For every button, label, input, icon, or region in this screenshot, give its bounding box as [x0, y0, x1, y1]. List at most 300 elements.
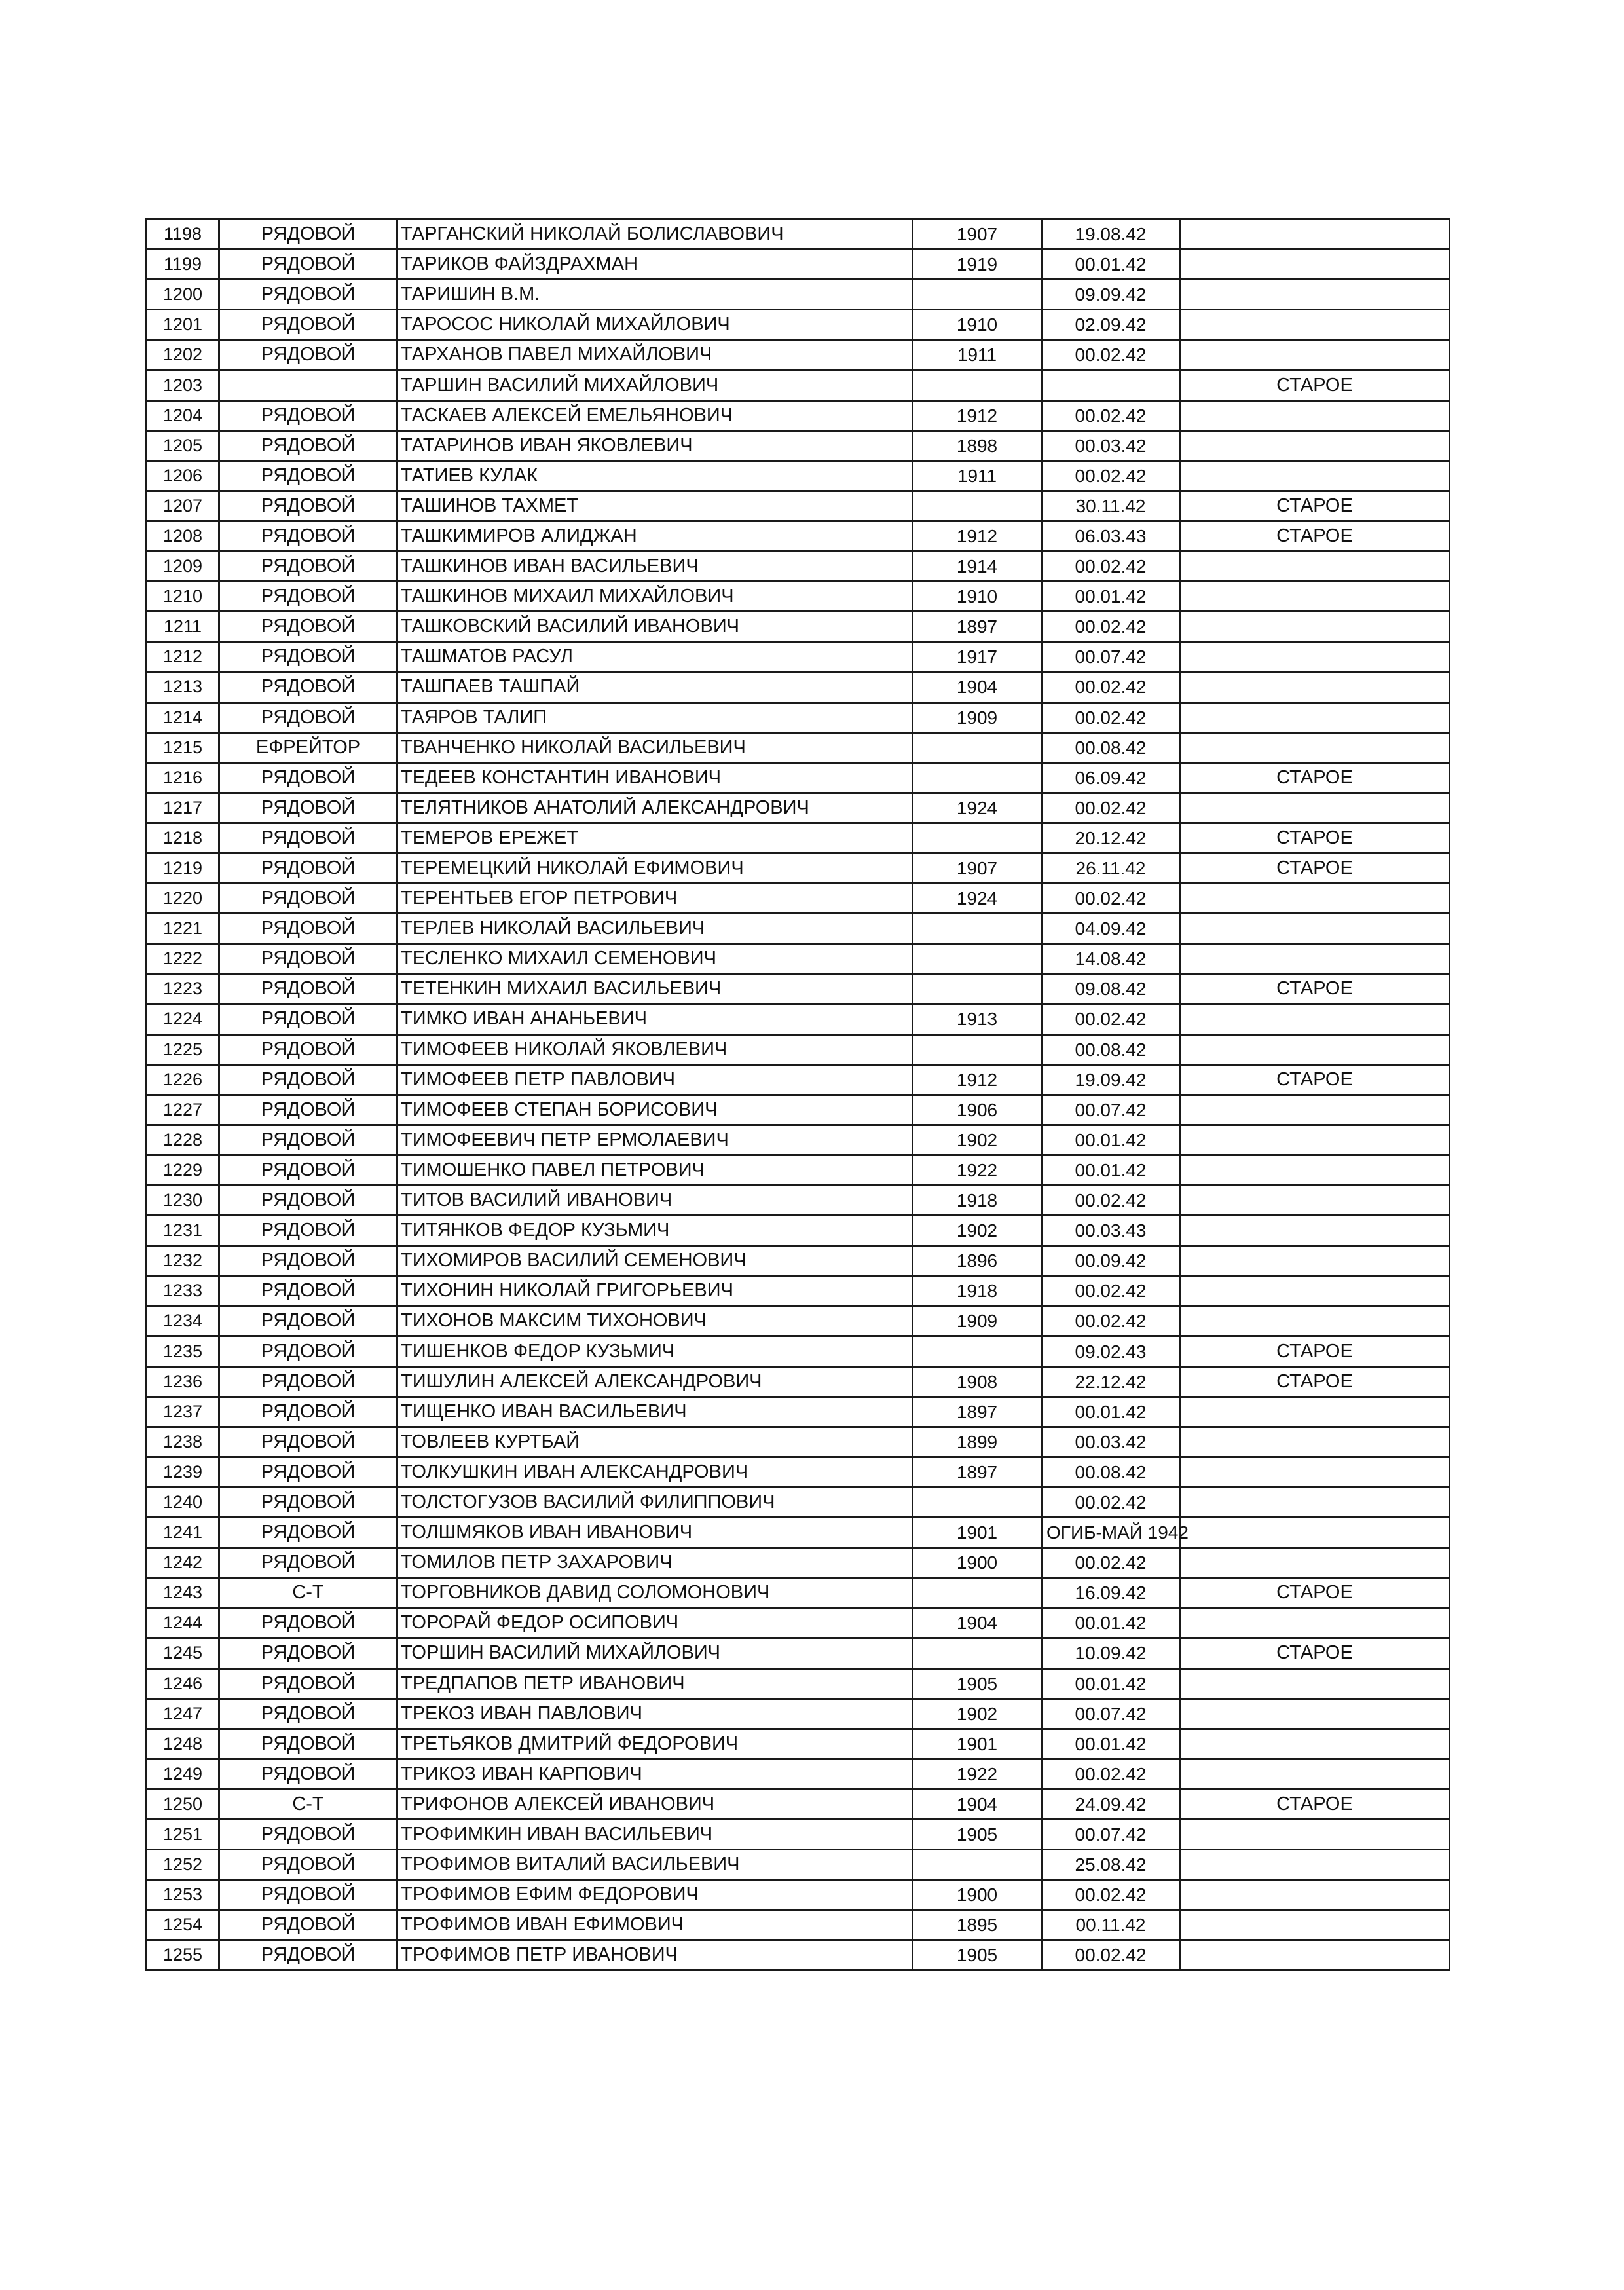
full-name-cell: ТРОФИМКИН ИВАН ВАСИЛЬЕВИЧ	[397, 1819, 913, 1849]
date-cell: 24.09.42	[1042, 1789, 1180, 1819]
full-name-cell: ТАШКИМИРОВ АЛИДЖАН	[397, 521, 913, 551]
rank-cell: РЯДОВОЙ	[219, 521, 397, 551]
record-number-cell: 1225	[147, 1034, 219, 1064]
table-row	[147, 1216, 1450, 1246]
full-name-cell: ТАШКИНОВ МИХАИЛ МИХАЙЛОВИЧ	[397, 582, 913, 612]
rank-cell: РЯДОВОЙ	[219, 582, 397, 612]
rank-cell: РЯДОВОЙ	[219, 1608, 397, 1638]
date-cell: 00.07.42	[1042, 1095, 1180, 1125]
record-number-cell: 1241	[147, 1518, 219, 1548]
birth-year-cell	[913, 1336, 1042, 1366]
rank-cell: С-Т	[219, 1578, 397, 1608]
birth-year-cell: 1914	[913, 552, 1042, 582]
birth-year-cell: 1897	[913, 1457, 1042, 1487]
record-number-cell: 1204	[147, 400, 219, 430]
note-cell: СТАРОЕ	[1180, 1578, 1450, 1608]
date-cell: 00.02.42	[1042, 1880, 1180, 1910]
note-cell	[1180, 430, 1450, 460]
full-name-cell: ТАРГАНСКИЙ НИКОЛАЙ БОЛИСЛАВОВИЧ	[397, 219, 913, 250]
birth-year-cell: 1909	[913, 702, 1042, 732]
rank-cell: РЯДОВОЙ	[219, 250, 397, 280]
record-number-cell: 1220	[147, 884, 219, 914]
note-cell	[1180, 1155, 1450, 1185]
birth-year-cell	[913, 1578, 1042, 1608]
note-cell	[1180, 914, 1450, 944]
full-name-cell: ТРОФИМОВ ЕФИМ ФЕДОРОВИЧ	[397, 1880, 913, 1910]
full-name-cell: ТРОФИМОВ ВИТАЛИЙ ВАСИЛЬЕВИЧ	[397, 1850, 913, 1880]
birth-year-cell: 1922	[913, 1155, 1042, 1185]
rank-cell: РЯДОВОЙ	[219, 1186, 397, 1216]
rank-cell: РЯДОВОЙ	[219, 1548, 397, 1578]
birth-year-cell: 1912	[913, 400, 1042, 430]
note-cell	[1180, 1850, 1450, 1880]
birth-year-cell	[913, 1034, 1042, 1064]
record-number-cell: 1219	[147, 853, 219, 883]
birth-year-cell: 1911	[913, 460, 1042, 491]
table-row	[147, 853, 1450, 883]
birth-year-cell: 1907	[913, 219, 1042, 250]
birth-year-cell: 1907	[913, 853, 1042, 883]
table-row	[147, 1276, 1450, 1306]
birth-year-cell	[913, 1850, 1042, 1880]
note-cell	[1180, 280, 1450, 310]
casualty-list-table	[145, 218, 1450, 1971]
table-row	[147, 1397, 1450, 1427]
note-cell	[1180, 552, 1450, 582]
note-cell	[1180, 1004, 1450, 1034]
rank-cell: РЯДОВОЙ	[219, 1699, 397, 1729]
date-cell: 00.01.42	[1042, 1155, 1180, 1185]
full-name-cell: ТОРШИН ВАСИЛИЙ МИХАЙЛОВИЧ	[397, 1638, 913, 1668]
table-row	[147, 1125, 1450, 1155]
table-row	[147, 1578, 1450, 1608]
record-number-cell: 1203	[147, 370, 219, 400]
rank-cell: РЯДОВОЙ	[219, 1487, 397, 1517]
full-name-cell: ТАТАРИНОВ ИВАН ЯКОВЛЕВИЧ	[397, 430, 913, 460]
birth-year-cell	[913, 280, 1042, 310]
table-row	[147, 1668, 1450, 1699]
table-row	[147, 250, 1450, 280]
date-cell: 20.12.42	[1042, 823, 1180, 853]
full-name-cell: ТИМОФЕЕВ ПЕТР ПАВЛОВИЧ	[397, 1064, 913, 1095]
rank-cell: РЯДОВОЙ	[219, 1155, 397, 1185]
rank-cell: РЯДОВОЙ	[219, 1638, 397, 1668]
rank-cell: РЯДОВОЙ	[219, 1004, 397, 1034]
date-cell: 04.09.42	[1042, 914, 1180, 944]
table-row	[147, 1729, 1450, 1759]
date-cell: 00.08.42	[1042, 1034, 1180, 1064]
note-cell	[1180, 793, 1450, 823]
note-cell	[1180, 1306, 1450, 1336]
record-number-cell: 1214	[147, 702, 219, 732]
rank-cell: РЯДОВОЙ	[219, 884, 397, 914]
note-cell	[1180, 1518, 1450, 1548]
rank-cell: РЯДОВОЙ	[219, 974, 397, 1004]
table-row	[147, 491, 1450, 521]
birth-year-cell	[913, 491, 1042, 521]
table-row	[147, 762, 1450, 793]
table-row	[147, 1910, 1450, 1940]
record-number-cell: 1199	[147, 250, 219, 280]
record-number-cell: 1253	[147, 1880, 219, 1910]
full-name-cell: ТРОФИМОВ ПЕТР ИВАНОВИЧ	[397, 1940, 913, 1970]
birth-year-cell: 1901	[913, 1518, 1042, 1548]
birth-year-cell	[913, 1487, 1042, 1517]
record-number-cell: 1245	[147, 1638, 219, 1668]
rank-cell: РЯДОВОЙ	[219, 1819, 397, 1849]
note-cell	[1180, 1427, 1450, 1457]
full-name-cell: ТЕРЕНТЬЕВ ЕГОР ПЕТРОВИЧ	[397, 884, 913, 914]
full-name-cell: ТИШЕНКОВ ФЕДОР КУЗЬМИЧ	[397, 1336, 913, 1366]
table-row	[147, 1638, 1450, 1668]
full-name-cell: ТЕДЕЕВ КОНСТАНТИН ИВАНОВИЧ	[397, 762, 913, 793]
full-name-cell: ТРИФОНОВ АЛЕКСЕЙ ИВАНОВИЧ	[397, 1789, 913, 1819]
full-name-cell: ТОМИЛОВ ПЕТР ЗАХАРОВИЧ	[397, 1548, 913, 1578]
record-number-cell: 1215	[147, 732, 219, 762]
table-row	[147, 974, 1450, 1004]
record-number-cell: 1198	[147, 219, 219, 250]
rank-cell: РЯДОВОЙ	[219, 1125, 397, 1155]
record-number-cell: 1207	[147, 491, 219, 521]
birth-year-cell: 1898	[913, 430, 1042, 460]
birth-year-cell: 1904	[913, 1608, 1042, 1638]
rank-cell: РЯДОВОЙ	[219, 552, 397, 582]
rank-cell: ЕФРЕЙТОР	[219, 732, 397, 762]
full-name-cell: ТЕРЕМЕЦКИЙ НИКОЛАЙ ЕФИМОВИЧ	[397, 853, 913, 883]
table-row	[147, 1306, 1450, 1336]
record-number-cell: 1230	[147, 1186, 219, 1216]
record-number-cell: 1243	[147, 1578, 219, 1608]
date-cell: 00.03.42	[1042, 430, 1180, 460]
birth-year-cell: 1905	[913, 1668, 1042, 1699]
birth-year-cell	[913, 914, 1042, 944]
rank-cell: РЯДОВОЙ	[219, 1216, 397, 1246]
table-row	[147, 460, 1450, 491]
birth-year-cell: 1904	[913, 672, 1042, 702]
rank-cell: РЯДОВОЙ	[219, 1880, 397, 1910]
table-row	[147, 1366, 1450, 1397]
note-cell: СТАРОЕ	[1180, 1638, 1450, 1668]
table-row	[147, 1457, 1450, 1487]
record-number-cell: 1222	[147, 944, 219, 974]
date-cell: 00.03.43	[1042, 1216, 1180, 1246]
table-row	[147, 1819, 1450, 1849]
note-cell	[1180, 1186, 1450, 1216]
date-cell: 00.03.42	[1042, 1427, 1180, 1457]
full-name-cell: ТАШМАТОВ РАСУЛ	[397, 642, 913, 672]
rank-cell: РЯДОВОЙ	[219, 944, 397, 974]
date-cell: 26.11.42	[1042, 853, 1180, 883]
full-name-cell: ТОЛШМЯКОВ ИВАН ИВАНОВИЧ	[397, 1518, 913, 1548]
record-number-cell: 1211	[147, 612, 219, 642]
full-name-cell: ТРОФИМОВ ИВАН ЕФИМОВИЧ	[397, 1910, 913, 1940]
date-cell: 00.01.42	[1042, 1729, 1180, 1759]
full-name-cell: ТИТЯНКОВ ФЕДОР КУЗЬМИЧ	[397, 1216, 913, 1246]
rank-cell: РЯДОВОЙ	[219, 702, 397, 732]
rank-cell: РЯДОВОЙ	[219, 1940, 397, 1970]
full-name-cell: ТАРШИН ВАСИЛИЙ МИХАЙЛОВИЧ	[397, 370, 913, 400]
full-name-cell: ТИМОФЕЕВ НИКОЛАЙ ЯКОВЛЕВИЧ	[397, 1034, 913, 1064]
rank-cell: РЯДОВОЙ	[219, 672, 397, 702]
rank-cell: РЯДОВОЙ	[219, 823, 397, 853]
record-number-cell: 1254	[147, 1910, 219, 1940]
table-row	[147, 823, 1450, 853]
note-cell	[1180, 944, 1450, 974]
note-cell	[1180, 340, 1450, 370]
rank-cell: РЯДОВОЙ	[219, 853, 397, 883]
date-cell: 14.08.42	[1042, 944, 1180, 974]
birth-year-cell: 1919	[913, 250, 1042, 280]
full-name-cell: ТАРИКОВ ФАЙЗДРАХМАН	[397, 250, 913, 280]
rank-cell: РЯДОВОЙ	[219, 1427, 397, 1457]
table-row	[147, 1427, 1450, 1457]
table-row	[147, 1789, 1450, 1819]
full-name-cell: ТАТИЕВ КУЛАК	[397, 460, 913, 491]
table-row	[147, 280, 1450, 310]
table-row	[147, 1487, 1450, 1517]
record-number-cell: 1251	[147, 1819, 219, 1849]
table-row	[147, 400, 1450, 430]
rank-cell: РЯДОВОЙ	[219, 1306, 397, 1336]
date-cell: 19.09.42	[1042, 1064, 1180, 1095]
date-cell: 00.02.42	[1042, 1186, 1180, 1216]
note-cell: СТАРОЕ	[1180, 823, 1450, 853]
date-cell: 09.09.42	[1042, 280, 1180, 310]
full-name-cell: ТОЛСТОГУЗОВ ВАСИЛИЙ ФИЛИППОВИЧ	[397, 1487, 913, 1517]
date-cell: 00.02.42	[1042, 552, 1180, 582]
full-name-cell: ТАРОСОС НИКОЛАЙ МИХАЙЛОВИЧ	[397, 310, 913, 340]
date-cell: 00.01.42	[1042, 250, 1180, 280]
table-row	[147, 1880, 1450, 1910]
birth-year-cell: 1897	[913, 1397, 1042, 1427]
date-cell: 10.09.42	[1042, 1638, 1180, 1668]
note-cell	[1180, 310, 1450, 340]
rank-cell: РЯДОВОЙ	[219, 1850, 397, 1880]
note-cell	[1180, 1880, 1450, 1910]
date-cell: 00.02.42	[1042, 1940, 1180, 1970]
birth-year-cell: 1895	[913, 1910, 1042, 1940]
full-name-cell: ТОЛКУШКИН ИВАН АЛЕКСАНДРОВИЧ	[397, 1457, 913, 1487]
rank-cell: РЯДОВОЙ	[219, 1276, 397, 1306]
date-cell: 00.02.42	[1042, 793, 1180, 823]
full-name-cell: ТИМКО ИВАН АНАНЬЕВИЧ	[397, 1004, 913, 1034]
date-cell: 00.11.42	[1042, 1910, 1180, 1940]
record-number-cell: 1210	[147, 582, 219, 612]
rank-cell: РЯДОВОЙ	[219, 1518, 397, 1548]
table-row	[147, 1004, 1450, 1034]
rank-cell: РЯДОВОЙ	[219, 1064, 397, 1095]
table-row	[147, 1095, 1450, 1125]
note-cell	[1180, 1095, 1450, 1125]
record-number-cell: 1213	[147, 672, 219, 702]
table-row	[147, 672, 1450, 702]
birth-year-cell: 1911	[913, 340, 1042, 370]
birth-year-cell: 1922	[913, 1759, 1042, 1789]
record-number-cell: 1252	[147, 1850, 219, 1880]
rank-cell: РЯДОВОЙ	[219, 1336, 397, 1366]
record-number-cell: 1218	[147, 823, 219, 853]
full-name-cell: ТЕТЕНКИН МИХАИЛ ВАСИЛЬЕВИЧ	[397, 974, 913, 1004]
date-cell: 09.08.42	[1042, 974, 1180, 1004]
date-cell: ОГИБ-МАЙ 1942	[1042, 1518, 1180, 1548]
full-name-cell: ТЕРЛЕВ НИКОЛАЙ ВАСИЛЬЕВИЧ	[397, 914, 913, 944]
rank-cell: РЯДОВОЙ	[219, 1759, 397, 1789]
note-cell: СТАРОЕ	[1180, 1064, 1450, 1095]
full-name-cell: ТАЯРОВ ТАЛИП	[397, 702, 913, 732]
date-cell: 22.12.42	[1042, 1366, 1180, 1397]
full-name-cell: ТИТОВ ВАСИЛИЙ ИВАНОВИЧ	[397, 1186, 913, 1216]
birth-year-cell	[913, 823, 1042, 853]
rank-cell: РЯДОВОЙ	[219, 1910, 397, 1940]
birth-year-cell: 1909	[913, 1306, 1042, 1336]
record-number-cell: 1228	[147, 1125, 219, 1155]
date-cell: 00.02.42	[1042, 400, 1180, 430]
note-cell	[1180, 702, 1450, 732]
note-cell	[1180, 219, 1450, 250]
table-row	[147, 1548, 1450, 1578]
table-row	[147, 884, 1450, 914]
full-name-cell: ТОРГОВНИКОВ ДАВИД СОЛОМОНОВИЧ	[397, 1578, 913, 1608]
full-name-cell: ТВАНЧЕНКО НИКОЛАЙ ВАСИЛЬЕВИЧ	[397, 732, 913, 762]
record-number-cell: 1249	[147, 1759, 219, 1789]
full-name-cell: ТИХОНОВ МАКСИМ ТИХОНОВИЧ	[397, 1306, 913, 1336]
full-name-cell: ТЕМЕРОВ ЕРЕЖЕТ	[397, 823, 913, 853]
date-cell: 00.02.42	[1042, 884, 1180, 914]
date-cell: 00.02.42	[1042, 1759, 1180, 1789]
rank-cell: РЯДОВОЙ	[219, 400, 397, 430]
record-number-cell: 1237	[147, 1397, 219, 1427]
birth-year-cell	[913, 370, 1042, 400]
birth-year-cell: 1900	[913, 1548, 1042, 1578]
birth-year-cell: 1912	[913, 1064, 1042, 1095]
rank-cell: РЯДОВОЙ	[219, 642, 397, 672]
full-name-cell: ТИХОНИН НИКОЛАЙ ГРИГОРЬЕВИЧ	[397, 1276, 913, 1306]
table-row	[147, 1064, 1450, 1095]
date-cell: 00.07.42	[1042, 642, 1180, 672]
full-name-cell: ТАШКИНОВ ИВАН ВАСИЛЬЕВИЧ	[397, 552, 913, 582]
rank-cell: РЯДОВОЙ	[219, 793, 397, 823]
full-name-cell: ТРЕКОЗ ИВАН ПАВЛОВИЧ	[397, 1699, 913, 1729]
full-name-cell: ТАСКАЕВ АЛЕКСЕЙ ЕМЕЛЬЯНОВИЧ	[397, 400, 913, 430]
note-cell	[1180, 1397, 1450, 1427]
birth-year-cell: 1900	[913, 1880, 1042, 1910]
birth-year-cell: 1905	[913, 1940, 1042, 1970]
note-cell	[1180, 1729, 1450, 1759]
note-cell: СТАРОЕ	[1180, 762, 1450, 793]
table-row	[147, 732, 1450, 762]
rank-cell: РЯДОВОЙ	[219, 1095, 397, 1125]
record-number-cell: 1227	[147, 1095, 219, 1125]
note-cell	[1180, 884, 1450, 914]
date-cell: 00.02.42	[1042, 340, 1180, 370]
birth-year-cell	[913, 732, 1042, 762]
date-cell: 30.11.42	[1042, 491, 1180, 521]
birth-year-cell	[913, 1638, 1042, 1668]
date-cell: 00.08.42	[1042, 1457, 1180, 1487]
note-cell	[1180, 250, 1450, 280]
date-cell: 06.09.42	[1042, 762, 1180, 793]
date-cell: 00.02.42	[1042, 1306, 1180, 1336]
date-cell: 09.02.43	[1042, 1336, 1180, 1366]
date-cell	[1042, 370, 1180, 400]
birth-year-cell: 1902	[913, 1699, 1042, 1729]
record-number-cell: 1255	[147, 1940, 219, 1970]
note-cell: СТАРОЕ	[1180, 974, 1450, 1004]
note-cell	[1180, 1487, 1450, 1517]
table-row	[147, 582, 1450, 612]
note-cell	[1180, 1457, 1450, 1487]
date-cell: 00.02.42	[1042, 702, 1180, 732]
record-number-cell: 1209	[147, 552, 219, 582]
date-cell: 19.08.42	[1042, 219, 1180, 250]
record-number-cell: 1208	[147, 521, 219, 551]
date-cell: 00.01.42	[1042, 1608, 1180, 1638]
rank-cell: РЯДОВОЙ	[219, 1729, 397, 1759]
date-cell: 00.01.42	[1042, 1397, 1180, 1427]
date-cell: 00.07.42	[1042, 1699, 1180, 1729]
birth-year-cell: 1918	[913, 1276, 1042, 1306]
note-cell: СТАРОЕ	[1180, 1366, 1450, 1397]
full-name-cell: ТАШИНОВ ТАХМЕТ	[397, 491, 913, 521]
birth-year-cell: 1910	[913, 310, 1042, 340]
note-cell	[1180, 1216, 1450, 1246]
table-row	[147, 1518, 1450, 1548]
note-cell	[1180, 582, 1450, 612]
note-cell	[1180, 1668, 1450, 1699]
full-name-cell: ТИХОМИРОВ ВАСИЛИЙ СЕМЕНОВИЧ	[397, 1246, 913, 1276]
record-number-cell: 1234	[147, 1306, 219, 1336]
rank-cell: РЯДОВОЙ	[219, 310, 397, 340]
record-number-cell: 1217	[147, 793, 219, 823]
record-number-cell: 1238	[147, 1427, 219, 1457]
note-cell	[1180, 672, 1450, 702]
full-name-cell: ТИМОФЕЕВ СТЕПАН БОРИСОВИЧ	[397, 1095, 913, 1125]
full-name-cell: ТРИКОЗ ИВАН КАРПОВИЧ	[397, 1759, 913, 1789]
full-name-cell: ТРЕДПАПОВ ПЕТР ИВАНОВИЧ	[397, 1668, 913, 1699]
record-number-cell: 1226	[147, 1064, 219, 1095]
full-name-cell: ТОРОРАЙ ФЕДОР ОСИПОВИЧ	[397, 1608, 913, 1638]
date-cell: 00.02.42	[1042, 460, 1180, 491]
record-number-cell: 1224	[147, 1004, 219, 1034]
rank-cell	[219, 370, 397, 400]
rank-cell: РЯДОВОЙ	[219, 1034, 397, 1064]
date-cell: 00.09.42	[1042, 1246, 1180, 1276]
table-row	[147, 793, 1450, 823]
full-name-cell: ТАРХАНОВ ПАВЕЛ МИХАЙЛОВИЧ	[397, 340, 913, 370]
full-name-cell: ТЕЛЯТНИКОВ АНАТОЛИЙ АЛЕКСАНДРОВИЧ	[397, 793, 913, 823]
rank-cell: РЯДОВОЙ	[219, 1668, 397, 1699]
record-number-cell: 1246	[147, 1668, 219, 1699]
date-cell: 00.02.42	[1042, 1004, 1180, 1034]
note-cell	[1180, 1940, 1450, 1970]
full-name-cell: ТЕСЛЕНКО МИХАИЛ СЕМЕНОВИЧ	[397, 944, 913, 974]
birth-year-cell: 1896	[913, 1246, 1042, 1276]
rank-cell: РЯДОВОЙ	[219, 762, 397, 793]
table-row	[147, 1699, 1450, 1729]
rank-cell: РЯДОВОЙ	[219, 280, 397, 310]
record-number-cell: 1205	[147, 430, 219, 460]
birth-year-cell: 1902	[913, 1216, 1042, 1246]
birth-year-cell	[913, 944, 1042, 974]
record-number-cell: 1223	[147, 974, 219, 1004]
note-cell	[1180, 1034, 1450, 1064]
note-cell	[1180, 642, 1450, 672]
table-row	[147, 1155, 1450, 1185]
note-cell	[1180, 1246, 1450, 1276]
table-row	[147, 944, 1450, 974]
rank-cell: РЯДОВОЙ	[219, 460, 397, 491]
date-cell: 02.09.42	[1042, 310, 1180, 340]
